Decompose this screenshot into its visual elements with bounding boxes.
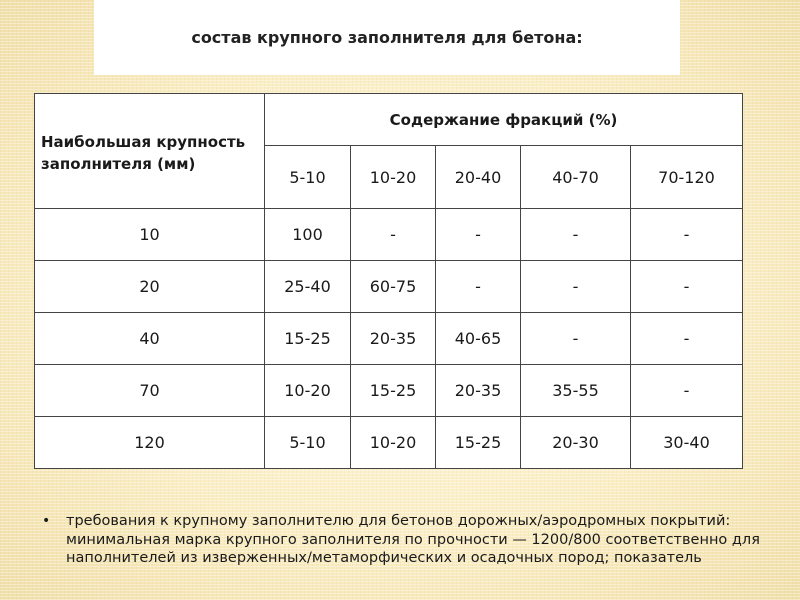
table-header-row: [35, 94, 743, 146]
size-cell: 20: [35, 261, 265, 313]
bullet-note: [42, 512, 782, 568]
value-cell: 35-55: [521, 365, 631, 417]
value-cell: 20-30: [521, 417, 631, 469]
group-header: Содержание фракций (%): [265, 94, 743, 146]
value-cell: -: [631, 209, 743, 261]
fraction-header: 10-20: [351, 146, 436, 209]
value-cell: -: [436, 261, 521, 313]
table-row: [35, 417, 743, 469]
value-cell: -: [436, 209, 521, 261]
value-cell: -: [631, 365, 743, 417]
table-row: [35, 365, 743, 417]
value-cell: 15-25: [265, 313, 351, 365]
value-cell: 5-10: [265, 417, 351, 469]
value-cell: 15-25: [351, 365, 436, 417]
note-text: требования к крупному заполнителю для бетонов дорожных/аэродромных покрытий: минимальная марка крупного заполнителя по прочности — 1200/800 соответственно для наполнителей из изверженных/метаморфических и осадочных пород; показатель: [66, 513, 760, 566]
fraction-header: 40-70: [521, 146, 631, 209]
size-cell: 10: [35, 209, 265, 261]
table-row: [35, 261, 743, 313]
fraction-header: 70-120: [631, 146, 743, 209]
size-cell: 70: [35, 365, 265, 417]
value-cell: 20-35: [436, 365, 521, 417]
size-cell: 120: [35, 417, 265, 469]
fraction-header: 5-10: [265, 146, 351, 209]
size-cell: 40: [35, 313, 265, 365]
value-cell: -: [521, 209, 631, 261]
value-cell: -: [521, 313, 631, 365]
value-cell: 20-35: [351, 313, 436, 365]
fraction-table: [34, 93, 743, 469]
value-cell: 25-40: [265, 261, 351, 313]
value-cell: -: [631, 261, 743, 313]
table-row: [35, 209, 743, 261]
value-cell: -: [351, 209, 436, 261]
value-cell: -: [631, 313, 743, 365]
table-row: [35, 313, 743, 365]
value-cell: 30-40: [631, 417, 743, 469]
value-cell: 15-25: [436, 417, 521, 469]
value-cell: 100: [265, 209, 351, 261]
value-cell: -: [521, 261, 631, 313]
value-cell: 10-20: [265, 365, 351, 417]
title-box: [94, 0, 680, 75]
corner-header: Наибольшая крупность заполнителя (мм): [35, 94, 265, 209]
slide-title: состав крупного заполнителя для бетона:: [191, 28, 583, 47]
value-cell: 10-20: [351, 417, 436, 469]
bullet-marker: •: [42, 513, 51, 529]
value-cell: 40-65: [436, 313, 521, 365]
value-cell: 60-75: [351, 261, 436, 313]
fraction-header: 20-40: [436, 146, 521, 209]
